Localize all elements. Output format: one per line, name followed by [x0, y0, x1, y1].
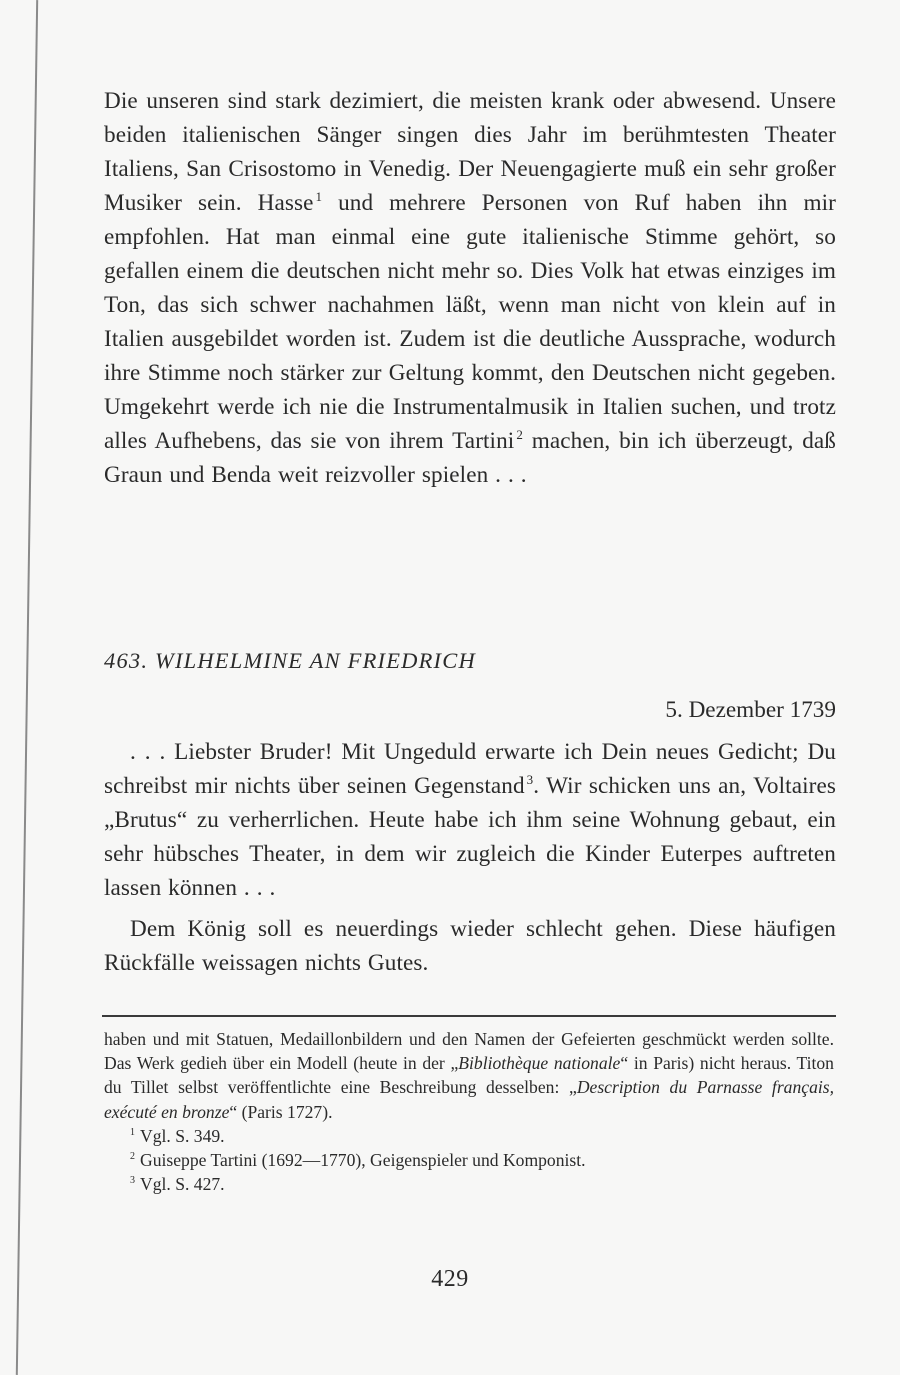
footnote-continued	[104, 1027, 834, 1124]
letter-paragraph-1	[104, 735, 836, 905]
continued-paragraph	[104, 84, 836, 492]
footnote-3	[104, 1172, 834, 1196]
footnote-text: Vgl. S. 349.	[140, 1125, 225, 1146]
footnote-2	[104, 1148, 834, 1172]
footnotes-section	[104, 1027, 834, 1196]
text-run: “ (Paris 1727).	[229, 1101, 333, 1122]
letter-date: 5. Dezember 1739	[665, 697, 836, 723]
text-run: haben und mit Statuen, Medaillonbildern und den Namen der Gefeierten geschmückt werden sollte. Das Werk gedieh über ein Modell (heute in der „	[104, 1029, 834, 1074]
italic-title: Bibliothèque nationale	[458, 1053, 621, 1074]
footnote-text: Guiseppe Tartini (1692—1770), Geigenspieler und Komponist.	[140, 1150, 586, 1171]
letter-body	[104, 735, 836, 980]
text-run: und mehrere Personen von Ruf haben ihn mir empfohlen. Hat man einmal eine gute italienische Stimme gehört, so gefallen einem die deutschen nicht mehr so. Dies Volk hat etwas einziges im Ton, das sich schwer nachahmen läßt, wenn man nicht von klein auf in Italien ausgebildet worden ist. Zudem ist die deutliche Aussprache, wodurch ihre Stimme noch stärker zur Geltung kommt, den Deutschen nicht gegeben. Umgekehrt werde ich nie die Instrumentalmusik in Italien suchen, und trotz alles Aufhebens, das sie von ihrem Tartini	[104, 190, 836, 454]
page-number: 429	[431, 1266, 469, 1292]
footnote-1	[104, 1124, 834, 1148]
text-run: machen, bin ich überzeugt, daß Graun und Benda weit reizvoller spielen . . .	[104, 428, 836, 488]
footnote-ref-2[interactable]: 2	[516, 427, 523, 443]
footnote-divider	[102, 1015, 836, 1017]
text-run: Die unseren sind stark dezimiert, die meisten krank oder abwesend. Unsere beiden italienischen Sänger singen dies Jahr im berühmtesten Theater Italiens, San Crisostomo in Venedig. Der Neuengagierte muß ein sehr großer Musiker sein. Hasse	[104, 88, 836, 216]
footnote-marker: 2	[130, 1151, 135, 1163]
text-run: . Wir schicken uns an, Voltaires „Brutus“ zu verherrlichen. Heute habe ich ihm seine Wohnung gebaut, ein sehr hübsches Theater, in dem wir zugleich die Kinder Euterpes auftreten lassen können . . .	[104, 773, 836, 901]
footnote-marker: 1	[130, 1126, 135, 1138]
text-run: “ in Paris) nicht heraus. Titon du Tillet selbst veröffentlichte eine Beschreibung desselben: „	[104, 1053, 834, 1098]
continued-text-block	[104, 84, 836, 492]
page-binding-edge	[16, 0, 38, 1375]
italic-title: Description du Parnasse français, exécuté en bronze	[104, 1077, 834, 1122]
footnote-marker: 3	[130, 1175, 135, 1187]
footnote-ref-1[interactable]: 1	[315, 189, 323, 205]
footnote-text: Vgl. S. 427.	[140, 1174, 225, 1195]
text-run: . . . Liebster Bruder! Mit Ungeduld erwarte ich Dein neues Gedicht; Du schreibst mir nichts über seinen Gegenstand	[104, 739, 836, 799]
footnote-ref-3[interactable]: 3	[526, 772, 534, 788]
letter-paragraph-2: Dem König soll es neuerdings wieder schlecht gehen. Diese häufigen Rückfälle weissagen nichts Gutes.	[104, 916, 836, 976]
letter-heading: 463. WILHELMINE AN FRIEDRICH	[104, 648, 476, 673]
